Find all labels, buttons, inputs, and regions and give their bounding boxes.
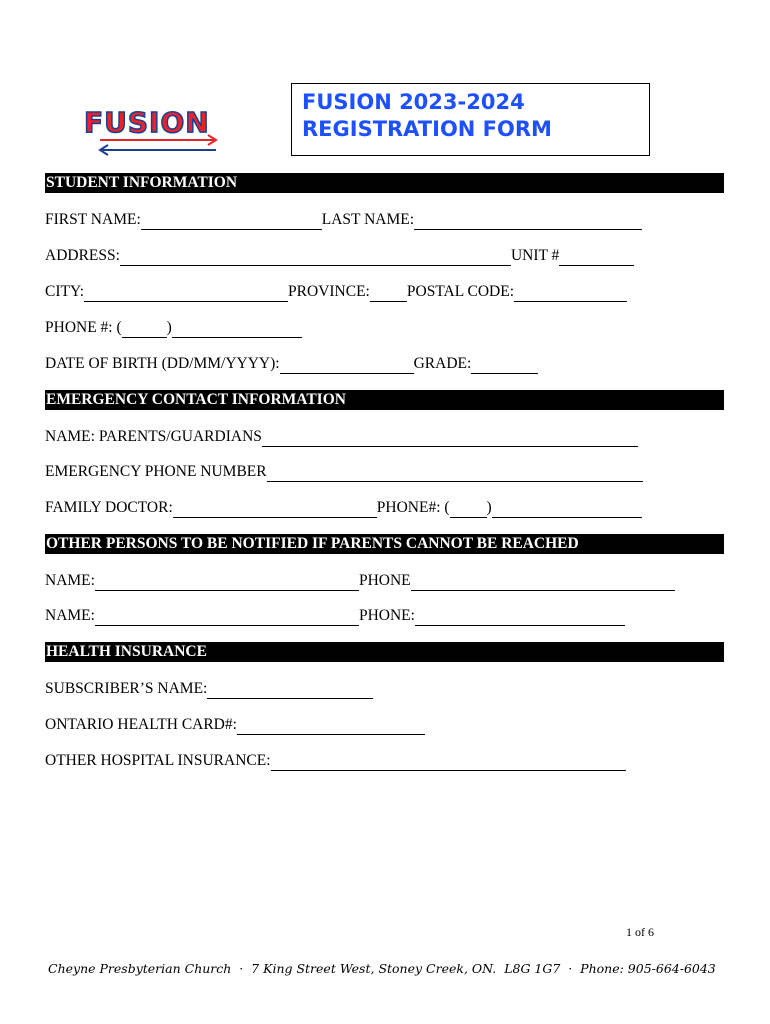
first-name-label: FIRST NAME: (45, 211, 141, 228)
province-field[interactable] (370, 286, 407, 302)
phone-area-code-field[interactable] (122, 322, 167, 338)
doctor-label: FAMILY DOCTOR: (45, 499, 173, 516)
ohip-label: ONTARIO HEALTH CARD#: (45, 716, 237, 733)
other-phone-2-label: PHONE: (358, 607, 415, 624)
doctor-phone-field[interactable] (492, 502, 642, 518)
footer-address: Cheyne Presbyterian Church · 7 King Street West, Stoney Creek, ON. L8G 1G7 · Phone: 905-664-6043 (48, 961, 716, 976)
other-phone-1-field[interactable] (411, 575, 675, 591)
doctor-field[interactable] (173, 502, 377, 518)
postal-code-field[interactable] (514, 286, 627, 302)
address-field[interactable] (120, 250, 511, 266)
section-health-insurance: HEALTH INSURANCE (45, 642, 724, 662)
dob-field[interactable] (280, 358, 414, 374)
row-names (45, 210, 642, 230)
last-name-field[interactable] (414, 214, 642, 230)
row-emergency-phone (45, 462, 643, 482)
phone-paren: ) (166, 319, 172, 336)
row-ohip (45, 715, 425, 735)
doctor-phone-paren: ) (486, 499, 492, 516)
hospital-insurance-label: OTHER HOSPITAL INSURANCE: (45, 752, 271, 769)
other-name-2-label: NAME: (45, 607, 95, 624)
dob-label: DATE OF BIRTH (DD/MM/YYYY): (45, 355, 280, 372)
section-student-information: STUDENT INFORMATION (45, 173, 724, 193)
subscriber-field[interactable] (207, 683, 373, 699)
row-subscriber (45, 679, 373, 699)
doctor-phone-label: PHONE#: ( (376, 499, 450, 516)
page-number: 1 of 6 (626, 925, 654, 939)
first-name-field[interactable] (141, 214, 322, 230)
grade-label: GRADE: (413, 355, 472, 372)
doctor-phone-area-field[interactable] (450, 502, 487, 518)
postal-code-label: POSTAL CODE: (406, 283, 514, 300)
double-arrow-icon (94, 134, 222, 156)
row-other-person-2 (45, 606, 625, 626)
city-label: CITY: (45, 283, 85, 300)
guardian-name-field[interactable] (262, 431, 638, 447)
emergency-phone-field[interactable] (267, 466, 643, 482)
row-phone (45, 318, 302, 338)
row-city (45, 282, 627, 302)
grade-field[interactable] (471, 358, 538, 374)
row-address (45, 246, 634, 266)
row-guardian-name (45, 427, 638, 447)
other-name-1-label: NAME: (45, 572, 95, 589)
other-name-2-field[interactable] (95, 610, 359, 626)
form-title-box (291, 83, 650, 156)
address-label: ADDRESS: (45, 247, 120, 264)
ohip-field[interactable] (237, 719, 425, 735)
hospital-insurance-field[interactable] (271, 755, 626, 771)
row-hospital (45, 751, 626, 771)
city-field[interactable] (84, 286, 288, 302)
phone-label: PHONE #: ( (45, 319, 122, 336)
form-title-year: FUSION 2023-2024 (302, 90, 525, 114)
emergency-phone-label: EMERGENCY PHONE NUMBER (45, 463, 267, 480)
section-emergency-contact: EMERGENCY CONTACT INFORMATION (45, 390, 724, 410)
other-phone-1-label: PHONE (358, 572, 411, 589)
last-name-label: LAST NAME: (321, 211, 415, 228)
phone-number-field[interactable] (172, 322, 302, 338)
unit-field[interactable] (559, 250, 634, 266)
form-title-name: REGISTRATION FORM (302, 117, 552, 141)
subscriber-label: SUBSCRIBER’S NAME: (45, 680, 208, 697)
row-doctor (45, 498, 642, 518)
guardian-name-label: NAME: PARENTS/GUARDIANS (45, 428, 262, 445)
province-label: PROVINCE: (288, 283, 370, 300)
row-dob (45, 354, 538, 374)
logo-text: FUSION (84, 106, 210, 139)
section-other-persons: OTHER PERSONS TO BE NOTIFIED IF PARENTS CANNOT BE REACHED (45, 534, 724, 554)
fusion-logo (78, 104, 248, 164)
unit-label: UNIT # (510, 247, 560, 264)
other-name-1-field[interactable] (95, 575, 359, 591)
other-phone-2-field[interactable] (415, 610, 625, 626)
row-other-person-1 (45, 571, 675, 591)
